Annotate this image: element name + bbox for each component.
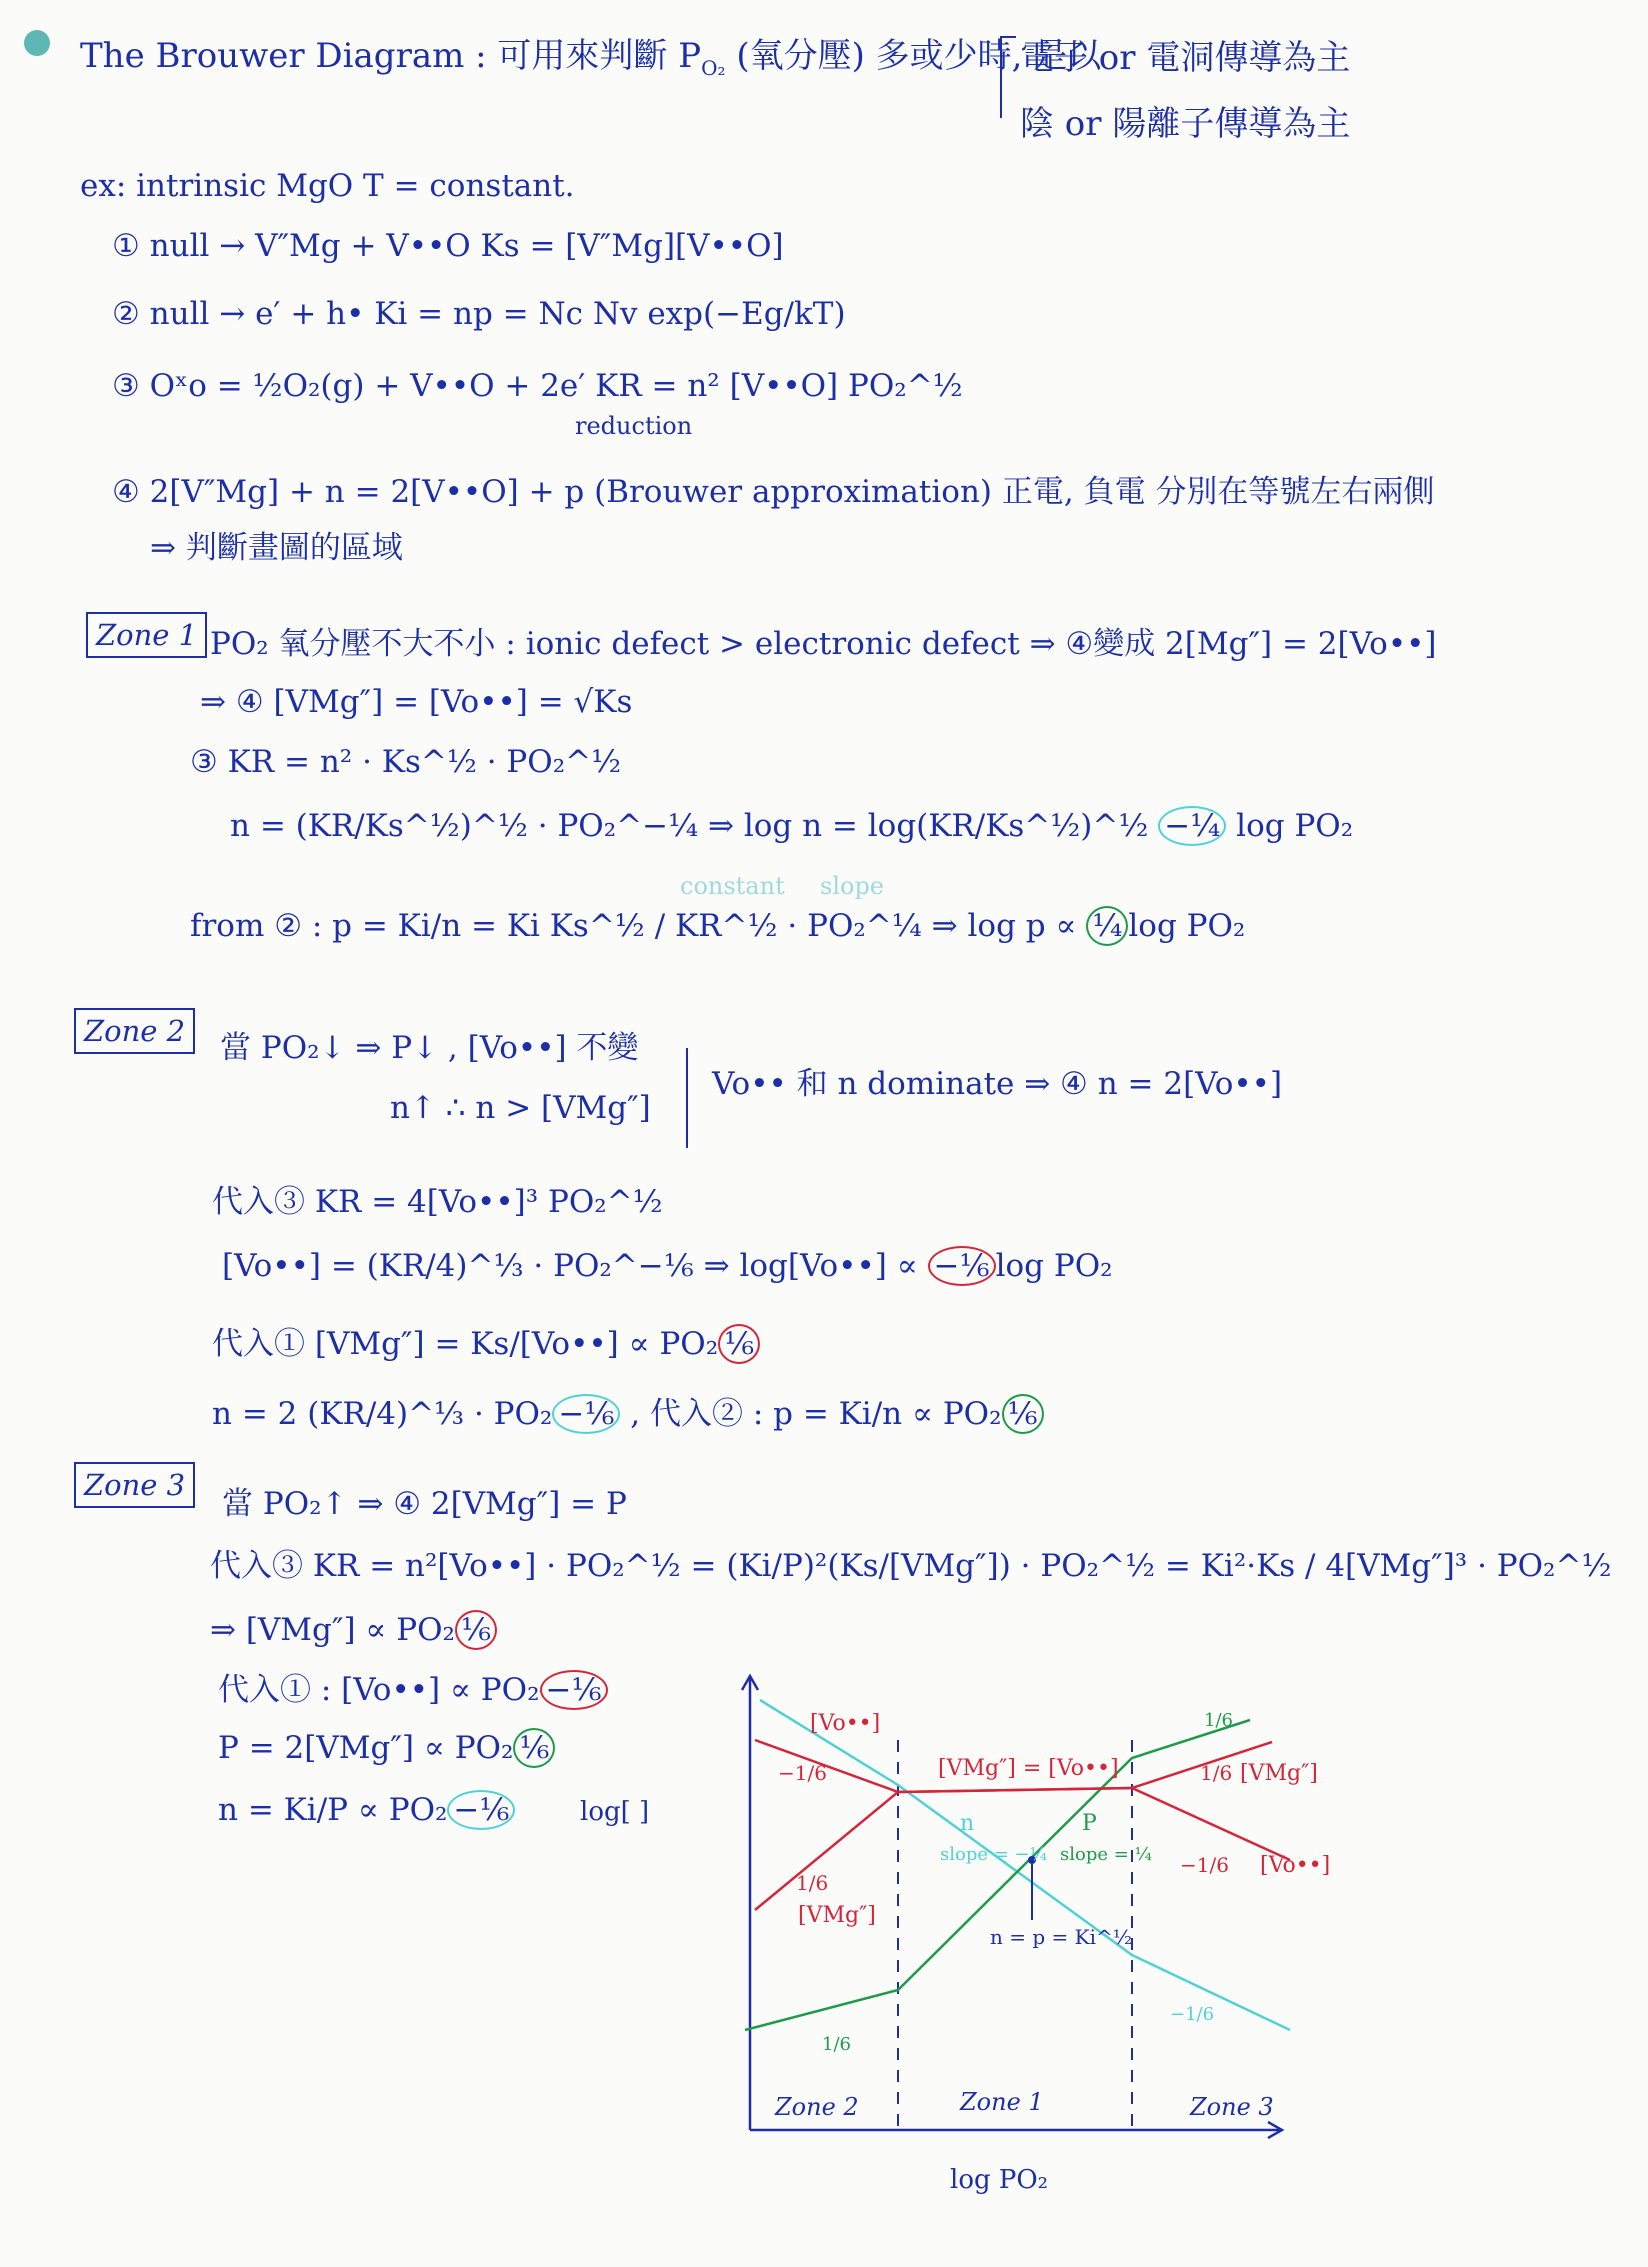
zone-1-line-2: ⇒ ④ [VMg″] = [Vo••] = √Ks bbox=[200, 684, 633, 720]
brouwer-diagram bbox=[580, 1660, 1331, 2200]
zone-3-line-1: 當 PO₂↑ ⇒ ④ 2[VMg″] = P bbox=[222, 1486, 627, 1522]
slope-circle: ⅙ bbox=[718, 1324, 760, 1364]
zone-2-line-6: n = 2 (KR/4)^⅓ · PO₂ −⅙ , 代入② : p = Ki/n ∝ PO₂ ⅙ bbox=[212, 1388, 1044, 1434]
zone-3-axis-label: Zone 3 bbox=[1190, 2093, 1274, 2121]
zone-3-label: Zone 3 bbox=[74, 1462, 195, 1508]
zone-1-line-3: ③ KR = n² · Ks^½ · PO₂^½ bbox=[190, 744, 622, 780]
intro-example: ex: intrinsic MgO T = constant. bbox=[80, 168, 575, 204]
zone-1-axis-label: Zone 1 bbox=[960, 2088, 1044, 2116]
zone-2-axis-label: Zone 2 bbox=[775, 2093, 859, 2121]
zone-3-line-3: ⇒ [VMg″] ∝ PO₂ ⅙ bbox=[210, 1610, 497, 1650]
zone-2-bracket bbox=[676, 1048, 688, 1148]
zone-2-line-2: n↑ ∴ n > [VMg″] bbox=[390, 1090, 651, 1126]
zone-1-line-5: from ② : p = Ki/n = Ki Ks^½ / KR^½ · PO₂^¼ ⇒ log p ∝ ¼ log PO₂ bbox=[190, 908, 1246, 944]
header-option-1: 電子 or 電洞傳導為主 bbox=[1020, 38, 1351, 78]
green-left-slope: 1/6 bbox=[822, 2034, 851, 2055]
vo-top-label: [Vo••] bbox=[810, 1711, 881, 1736]
p-label: P bbox=[1082, 1811, 1097, 1836]
zone-2-label: Zone 2 bbox=[74, 1008, 195, 1054]
zone-3-line-6: n = Ki/P ∝ PO₂ −⅙ bbox=[218, 1790, 515, 1830]
zone-1-line-4: n = (KR/Ks^½)^½ · PO₂^−¼ ⇒ log n = log(KR/Ks^½)^½ −¼ log PO₂ bbox=[230, 808, 1354, 844]
n-label: n bbox=[960, 1811, 975, 1836]
zone-3-line-5: P = 2[VMg″] ∝ PO₂ ⅙ bbox=[218, 1728, 555, 1768]
equation-1: ① null → V″Mg + V••O Ks = [V″Mg][V••O] bbox=[112, 228, 784, 264]
equation-3: ③ Oˣo = ½O₂(g) + V••O + 2e′ KR = n² [V••O] PO₂^½ bbox=[112, 368, 963, 404]
y-axis-label: log[ ] bbox=[580, 1797, 650, 1827]
right-vo-label: [Vo••] bbox=[1260, 1853, 1331, 1878]
np-label: n = p = Ki^½ bbox=[990, 1925, 1133, 1949]
equal-label: [VMg″] = [Vo••] bbox=[938, 1756, 1119, 1781]
slope-circle: ¼ bbox=[1086, 906, 1128, 946]
zone-1-line-1: PO₂ 氧分壓不大不小 : ionic defect > electronic defect ⇒ ④變成 2[Mg″] = 2[Vo••] bbox=[210, 626, 1437, 662]
right-vo-slope: −1/6 bbox=[1180, 1853, 1229, 1877]
p-slope-label: slope = ¼ bbox=[1060, 1844, 1152, 1865]
zone-2-line-3: 代入③ KR = 4[Vo••]³ PO₂^½ bbox=[212, 1184, 663, 1220]
constant-note: constant bbox=[680, 872, 785, 900]
slope-circle: −⅙ bbox=[928, 1246, 996, 1286]
header-bracket bbox=[1000, 36, 1016, 118]
n-slope-label: slope = −¼ bbox=[940, 1844, 1048, 1865]
slope-note: slope bbox=[820, 872, 885, 900]
header-option-2: 陰 or 陽離子傳導為主 bbox=[1020, 104, 1351, 144]
right-vmg-slope: 1/6 bbox=[1200, 1761, 1233, 1785]
vmg-slope-label: 1/6 bbox=[796, 1871, 829, 1895]
zone-3-line-4: 代入① : [Vo••] ∝ PO₂ −⅙ bbox=[218, 1664, 608, 1710]
zone-2-line-1: 當 PO₂↓ ⇒ P↓ , [Vo••] 不變 bbox=[220, 1030, 639, 1066]
slope-circle: ⅙ bbox=[513, 1728, 555, 1768]
zone-1-label: Zone 1 bbox=[86, 612, 207, 658]
vo-slope-label: −1/6 bbox=[778, 1761, 827, 1785]
zone-2-line-4: [Vo••] = (KR/4)^⅓ · PO₂^−⅙ ⇒ log[Vo••] ∝ −⅙ log PO₂ bbox=[222, 1248, 1113, 1284]
zone-2-dominate: Vo•• 和 n dominate ⇒ ④ n = 2[Vo••] bbox=[712, 1066, 1283, 1102]
slope-circle: −⅙ bbox=[540, 1670, 608, 1710]
slope-circle: −⅙ bbox=[447, 1790, 515, 1830]
zone-2-line-5: 代入① [VMg″] = Ks/[Vo••] ∝ PO₂ ⅙ bbox=[212, 1318, 760, 1364]
x-axis-label: log PO₂ bbox=[950, 2165, 1049, 2195]
zone-3-line-2: 代入③ KR = n²[Vo••] · PO₂^½ = (Ki/P)²(Ks/[VMg″]) · PO₂^½ = Ki²·Ks / 4[VMg″]³ · PO₂^½ bbox=[210, 1548, 1612, 1584]
equation-4-arrow: ⇒ 判斷畫圖的區域 bbox=[150, 530, 403, 566]
slope-circle: ⅙ bbox=[455, 1610, 497, 1650]
slope-circle: −¼ bbox=[1158, 806, 1226, 846]
green-right-slope: 1/6 bbox=[1204, 1710, 1233, 1731]
equation-2: ② null → e′ + h• Ki = np = Nc Nv exp(−Eg/kT) bbox=[112, 296, 846, 332]
equation-4: ④ 2[V″Mg] + n = 2[V••O] + p (Brouwer approximation) 正電, 負電 分別在等號左右兩側 bbox=[112, 474, 1435, 510]
slope-circle: −⅙ bbox=[552, 1394, 620, 1434]
bullet-dot bbox=[24, 30, 50, 56]
vmg-bottom-label: [VMg″] bbox=[798, 1903, 876, 1928]
reduction-note: reduction bbox=[575, 412, 693, 440]
slope-circle: ⅙ bbox=[1002, 1394, 1044, 1434]
cyan-right-slope: −1/6 bbox=[1170, 2004, 1215, 2025]
right-vmg-label: [VMg″] bbox=[1240, 1761, 1318, 1786]
page-title: The Brouwer Diagram : 可用來判斷 $P_{O_2}$ (氧分壓) 多或少時, 是以 bbox=[80, 36, 1102, 80]
